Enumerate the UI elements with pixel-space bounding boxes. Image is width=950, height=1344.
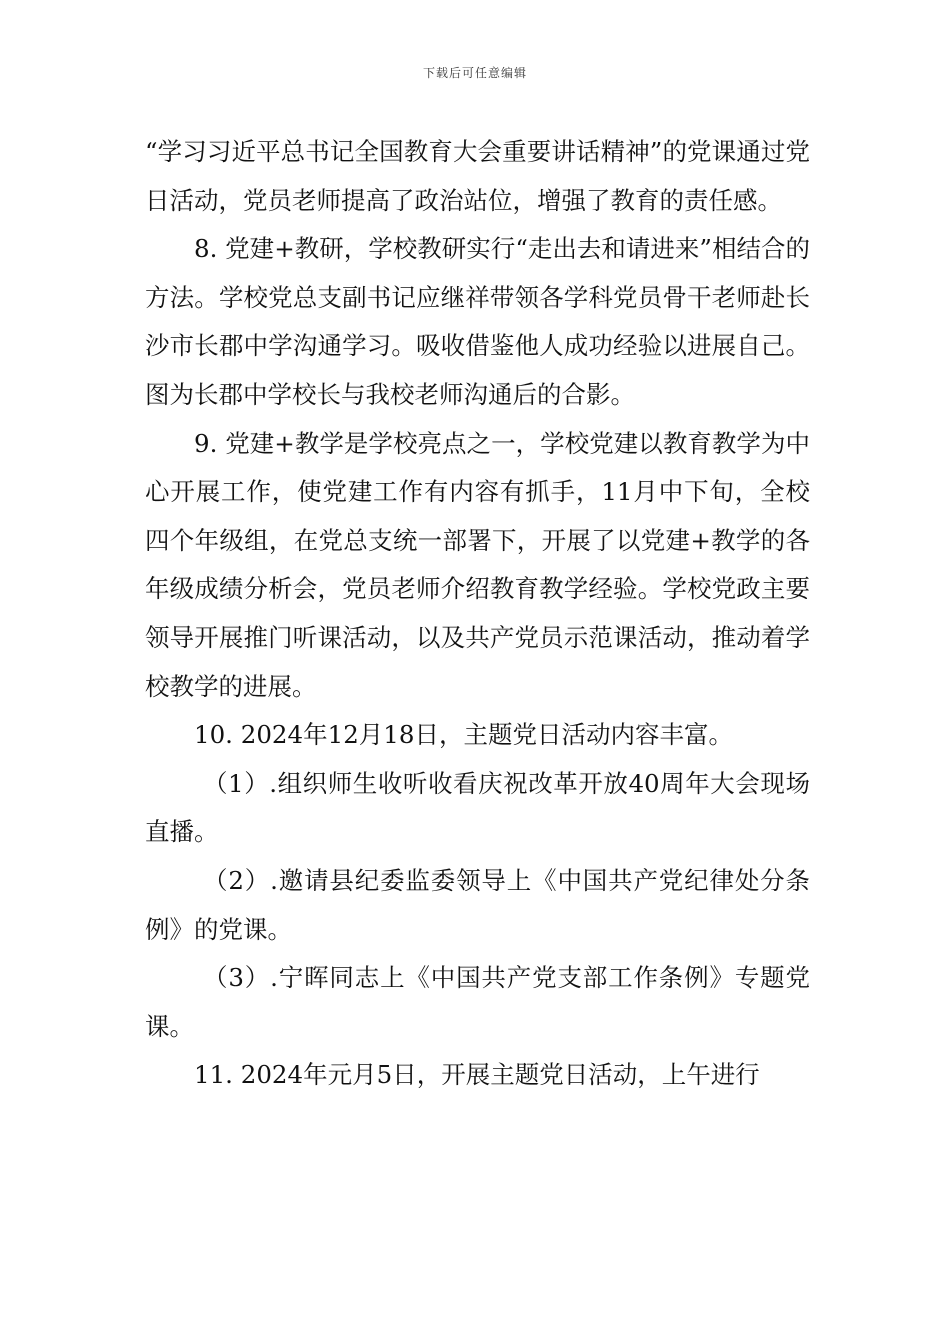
paragraph-item-9: 9. 党建+教学是学校亮点之一，学校党建以教育教学为中心开展工作，使党建工作有内容有抓手，11月中下旬，全校四个年级组，在党总支统一部署下，开展了以党建+教学的各年级成绩分析会，党员老师介绍教育教学经验。学校党政主要领导开展推门听课活动，以及共产党员示范课活动，推动着学校教学的进展。: [145, 428, 810, 701]
paragraph-sub-item-2: （2）.邀请县纪委监委领导上《中国共产党纪律处分条例》的党课。: [145, 865, 810, 944]
paragraph-party-lesson-continuation: “学习习近平总书记全国教育大会重要讲话精神”的党课通过党日活动，党员老师提高了政治站位，增强了教育的责任感。: [145, 137, 810, 215]
paragraph-item-8: 8. 党建+教研，学校教研实行“走出去和请进来”相结合的方法。学校党总支副书记应继祥带领各学科党员骨干老师赴长沙市长郡中学沟通学习。吸收借鉴他人成功经验以进展自己。图为长郡中学校长与我校老师沟通后的合影。: [145, 234, 810, 409]
page-header: 下载后可任意编辑: [422, 66, 527, 80]
paragraph-sub-item-1: （1）.组织师生收听收看庆祝改革开放40周年大会现场直播。: [145, 768, 810, 847]
paragraph-item-11: 11. 2024年元月5日，开展主题党日活动，上午进行: [194, 1060, 760, 1090]
document-body: [145, 128, 810, 1100]
paragraph-sub-item-3: （3）.宁晖同志上《中国共产党支部工作条例》专题党课。: [145, 963, 810, 1041]
paragraph-item-10: 10. 2024年12月18日，主题党日活动内容丰富。: [194, 720, 733, 750]
